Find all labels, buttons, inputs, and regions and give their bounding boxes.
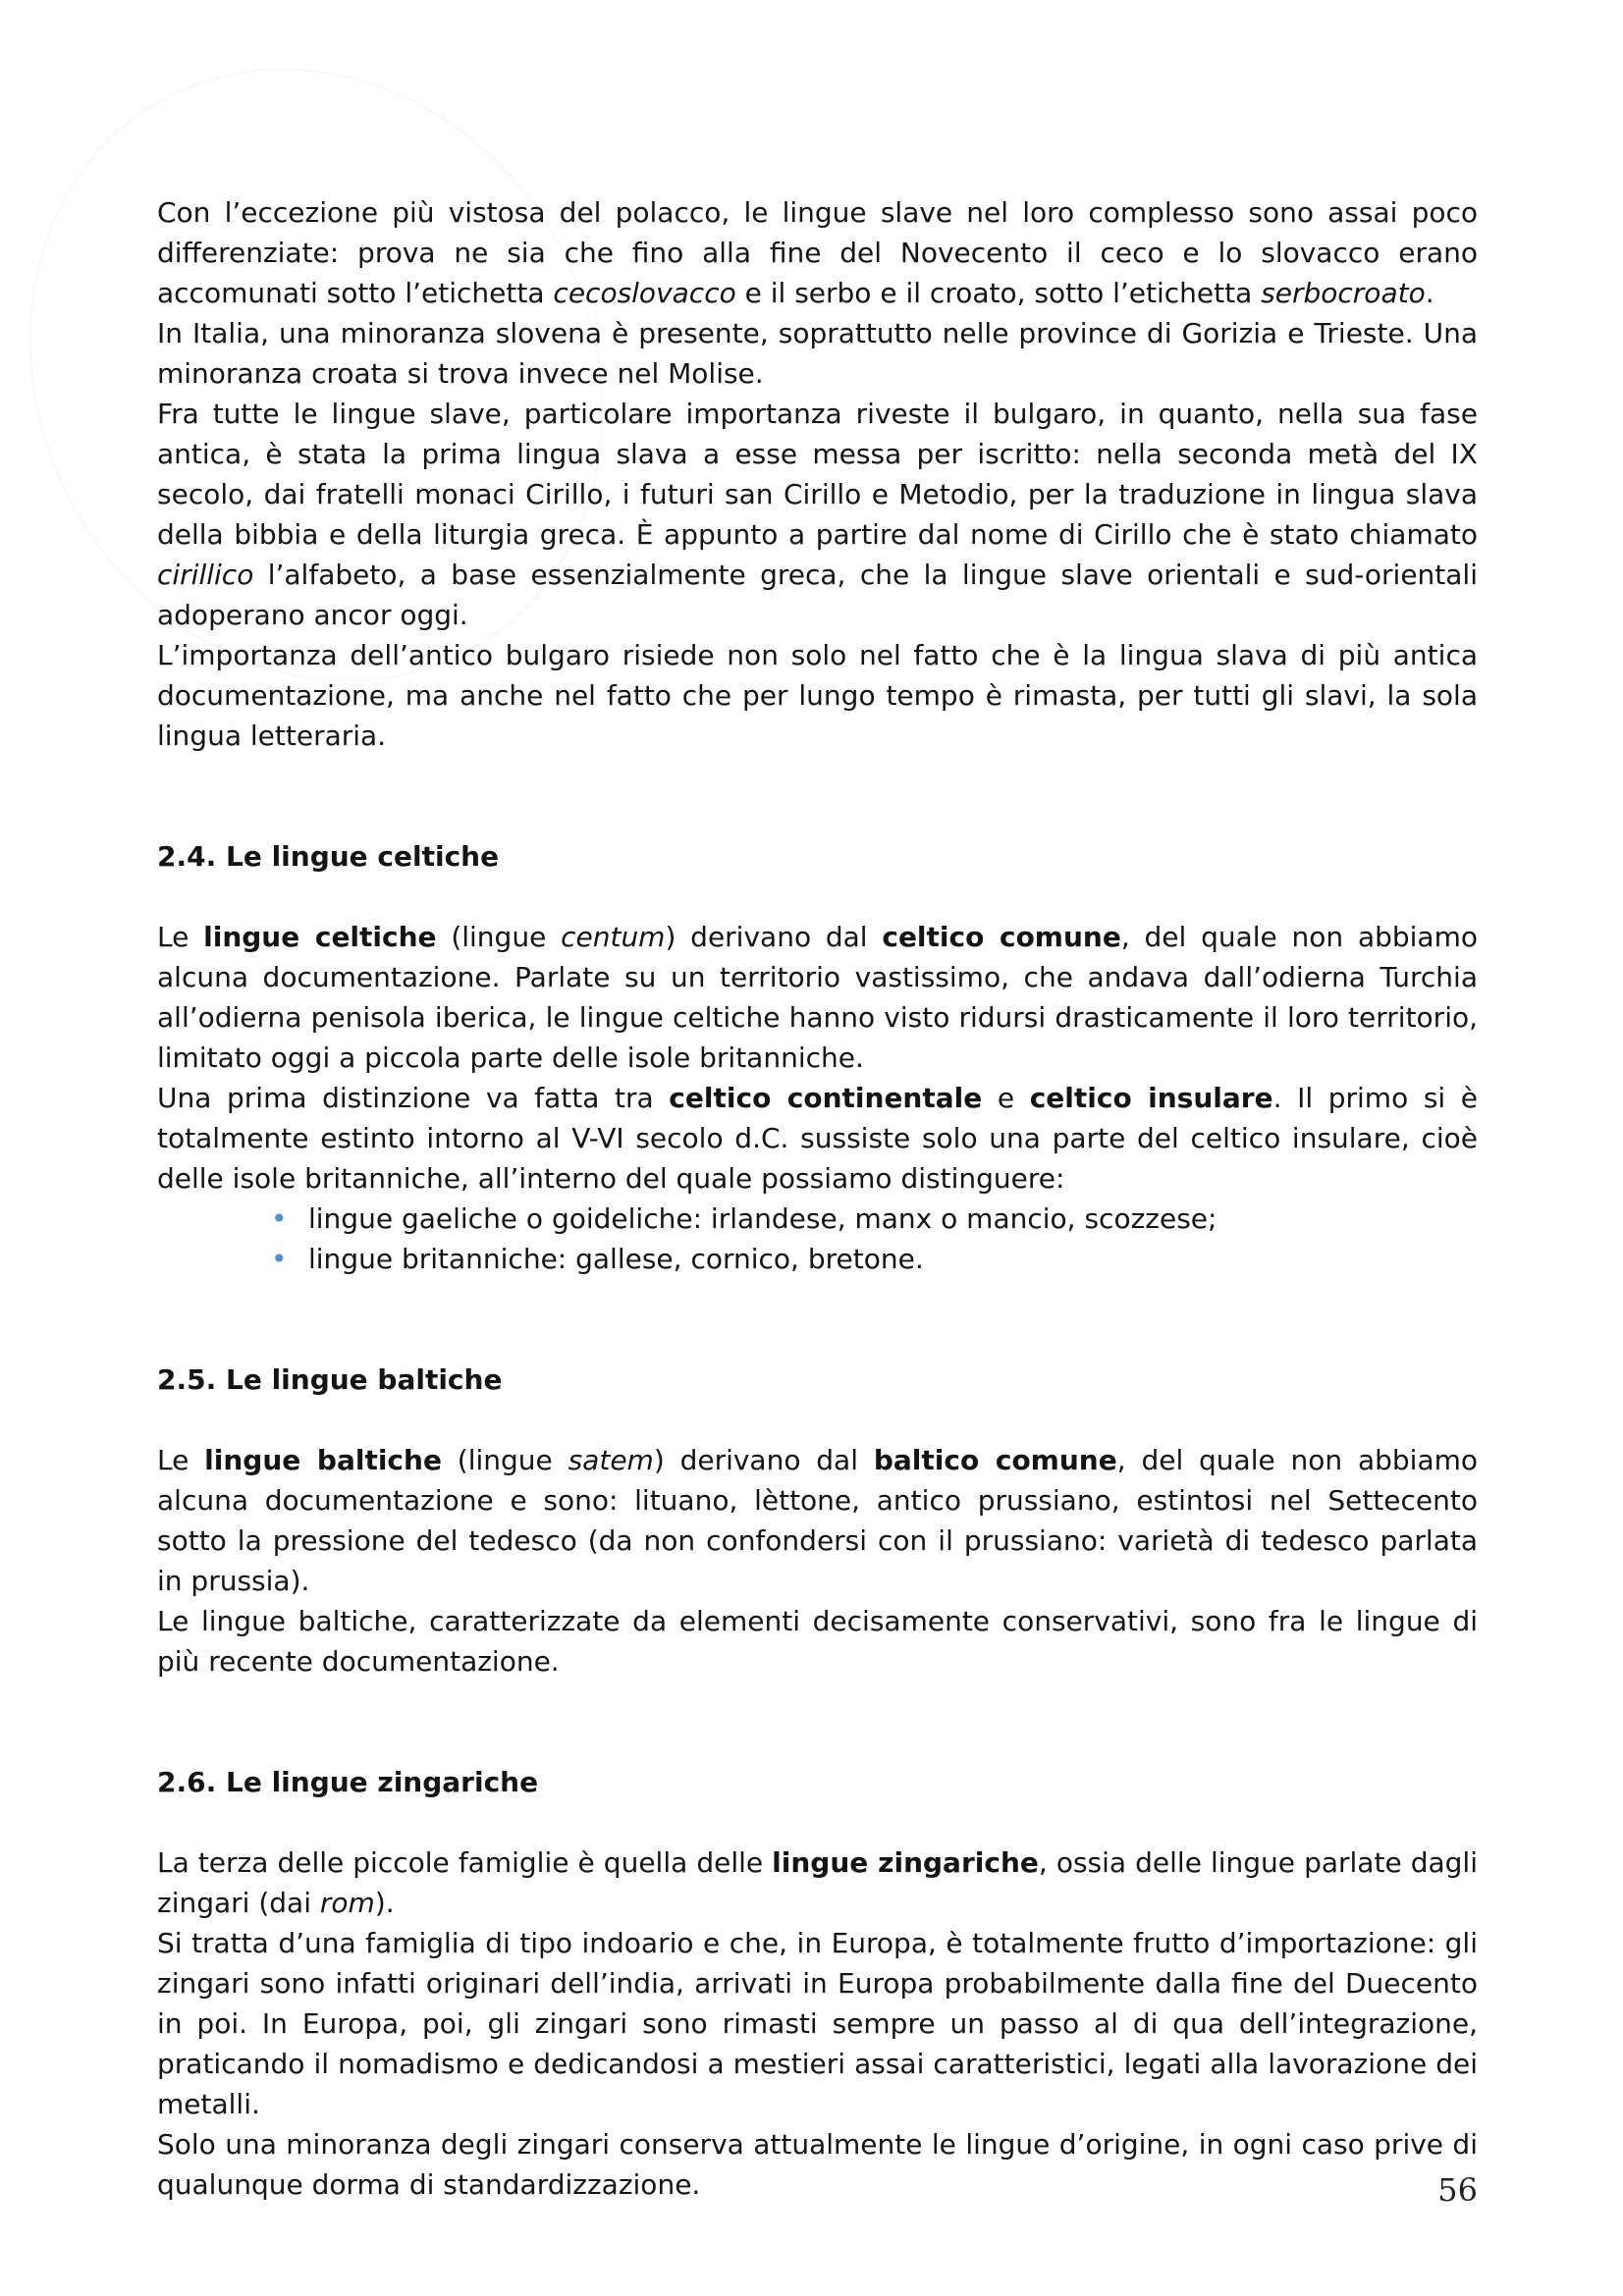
text-run: La terza delle piccole famiglie è quella delle (157, 1846, 773, 1879)
intro-paragraph (157, 192, 1478, 313)
list-item-text: lingue britanniche: gallese, cornico, bretone. (308, 1243, 924, 1275)
text-run: Una prima distinzione va fatta tra (157, 1082, 670, 1114)
list-item-text: lingue gaeliche o goideliche: irlandese, manx o mancio, scozzese; (308, 1202, 1217, 1235)
bold-term: lingue celtiche (203, 921, 437, 953)
bullet-list (157, 1199, 1478, 1279)
text-run: Si tratta d’una famiglia di tipo indoario e che, in Europa, è totalmente frutto d’importazione: gli zingari sono infatti originari dell’india, arrivati in Europa probabilmente dalla fine del Duecento in poi. In Europa, poi, gli zingari sono rimasti sempre un passo al di qua dell’integrazione, praticando il nomadismo e dedicandosi a mestieri assai caratteristici, legati alla lavorazione dei metalli. (157, 1927, 1478, 2120)
bold-term: celtico continentale (669, 1082, 983, 1114)
section-gap (157, 1682, 1478, 1762)
section-romani (157, 1762, 1478, 2205)
section-paragraph (157, 2124, 1478, 2205)
intro-paragraph (157, 635, 1478, 756)
italic-term: serbocroato (1261, 277, 1426, 309)
section-paragraph (157, 1440, 1478, 1601)
text-run: Le (157, 1444, 205, 1476)
section-gap (157, 1279, 1478, 1360)
section-paragraph (157, 1601, 1478, 1682)
section-heading: 2.4. Le lingue celtiche (157, 840, 500, 873)
text-run: ). (374, 1887, 395, 1919)
intro-paragraph (157, 313, 1478, 394)
text-run: In Italia, una minoranza slovena è presente, soprattutto nelle province di Gorizia e Trieste. Una minoranza croata si trova invece nel Molise. (157, 317, 1478, 390)
italic-term: cecoslovacco (553, 277, 736, 309)
section-paragraph (157, 1078, 1478, 1199)
section-heading: 2.6. Le lingue zingariche (157, 1766, 539, 1798)
italic-term: rom (319, 1887, 375, 1919)
bullet-icon: • (271, 1243, 288, 1275)
text-run: L’importanza dell’antico bulgaro risiede non solo nel fatto che è la lingua slava di più antica documentazione, ma anche nel fatto che per lungo tempo è rimasta, per tutti gli slavi, la sola lingua letteraria. (157, 639, 1478, 752)
text-run: , del quale non abbiamo alcuna documentazione. Parlate su un territorio vastissimo, che andava dall’odierna Turchia all’odierna penisola iberica, le lingue celtiche hanno visto ridursi drasticamente il loro territorio, limitato oggi a piccola parte delle isole britanniche. (157, 921, 1479, 1074)
list-item (271, 1199, 1478, 1239)
text-run: Con l’eccezione più vistosa del polacco, le lingue slave nel loro complesso sono assai poco differenziate: prova ne sia che fino alla fine del Novecento il ceco e lo slovacco erano accomunati sotto l’etichetta (157, 196, 1478, 309)
italic-term: centum (561, 921, 666, 953)
intro-paragraph (157, 394, 1478, 635)
text-run: (lingue (441, 1444, 568, 1476)
text-run: . (1425, 277, 1434, 309)
bold-term: baltico comune (873, 1444, 1117, 1476)
intro-section (157, 192, 1478, 756)
text-run: . Il primo si è totalmente estinto intorno al V-VI secolo d.C. sussiste solo una parte del celtico insulare, cioè delle isole britanniche, all’interno del quale possiamo distinguere: (157, 1082, 1479, 1195)
text-run: Fra tutte le lingue slave, particolare importanza riveste il bulgaro, in quanto, nella sua fase antica, è stata la prima lingua slava a esse messa per iscritto: nella seconda metà del IX secolo, dai fratelli monaci Cirillo, i futuri san Cirillo e Metodio, per la traduzione in lingua slava della bibbia e della liturgia greca. È appunto a partire dal nome di Cirillo che è stato chiamato (157, 398, 1478, 551)
text-run: l’alfabeto, a base essenzialmente greca, che la lingue slave orientali e sud-orientali adoperano ancor oggi. (157, 559, 1478, 631)
section-gap (157, 756, 1478, 836)
text-run: , del quale non abbiamo alcuna documentazione e sono: lituano, lèttone, antico prussiano, estintosi nel Settecento sotto la pressione del tedesco (da non confondersi con il prussiano: varietà di tedesco parlata in prussia). (157, 1444, 1479, 1597)
text-run: e il serbo e il croato, sotto l’etichetta (735, 277, 1262, 309)
text-run: ) derivano dal (665, 921, 883, 953)
italic-term: satem (568, 1444, 654, 1476)
text-run: ) derivano dal (653, 1444, 874, 1476)
section-paragraph (157, 1842, 1478, 1923)
section-paragraph (157, 1923, 1478, 2124)
italic-term: cirillico (157, 559, 254, 591)
list-item (271, 1239, 1478, 1279)
text-run: , ossia delle lingue parlate dagli zingari (dai (157, 1846, 1478, 1919)
bullet-icon: • (271, 1202, 288, 1235)
bold-term: celtico comune (882, 921, 1121, 953)
section-heading: 2.5. Le lingue baltiche (157, 1363, 503, 1396)
page-number: 56 (1437, 2171, 1478, 2209)
bold-term: lingue baltiche (204, 1444, 442, 1476)
bold-term: celtico insulare (1029, 1082, 1273, 1114)
section-celtic (157, 836, 1478, 1279)
text-run: e (982, 1082, 1030, 1114)
section-paragraph (157, 917, 1478, 1078)
text-run: Le lingue baltiche, caratterizzate da elementi decisamente conservativi, sono fra le lingue di più recente documentazione. (157, 1605, 1478, 1678)
text-run: Solo una minoranza degli zingari conserva attualmente le lingue d’origine, in ogni caso prive di qualunque dorma di standardizzazione. (157, 2128, 1478, 2201)
text-run: Le (157, 921, 204, 953)
bold-term: lingue zingariche (772, 1846, 1039, 1879)
text-run: (lingue (436, 921, 562, 953)
section-baltic (157, 1360, 1478, 1682)
document-page (157, 192, 1478, 2205)
